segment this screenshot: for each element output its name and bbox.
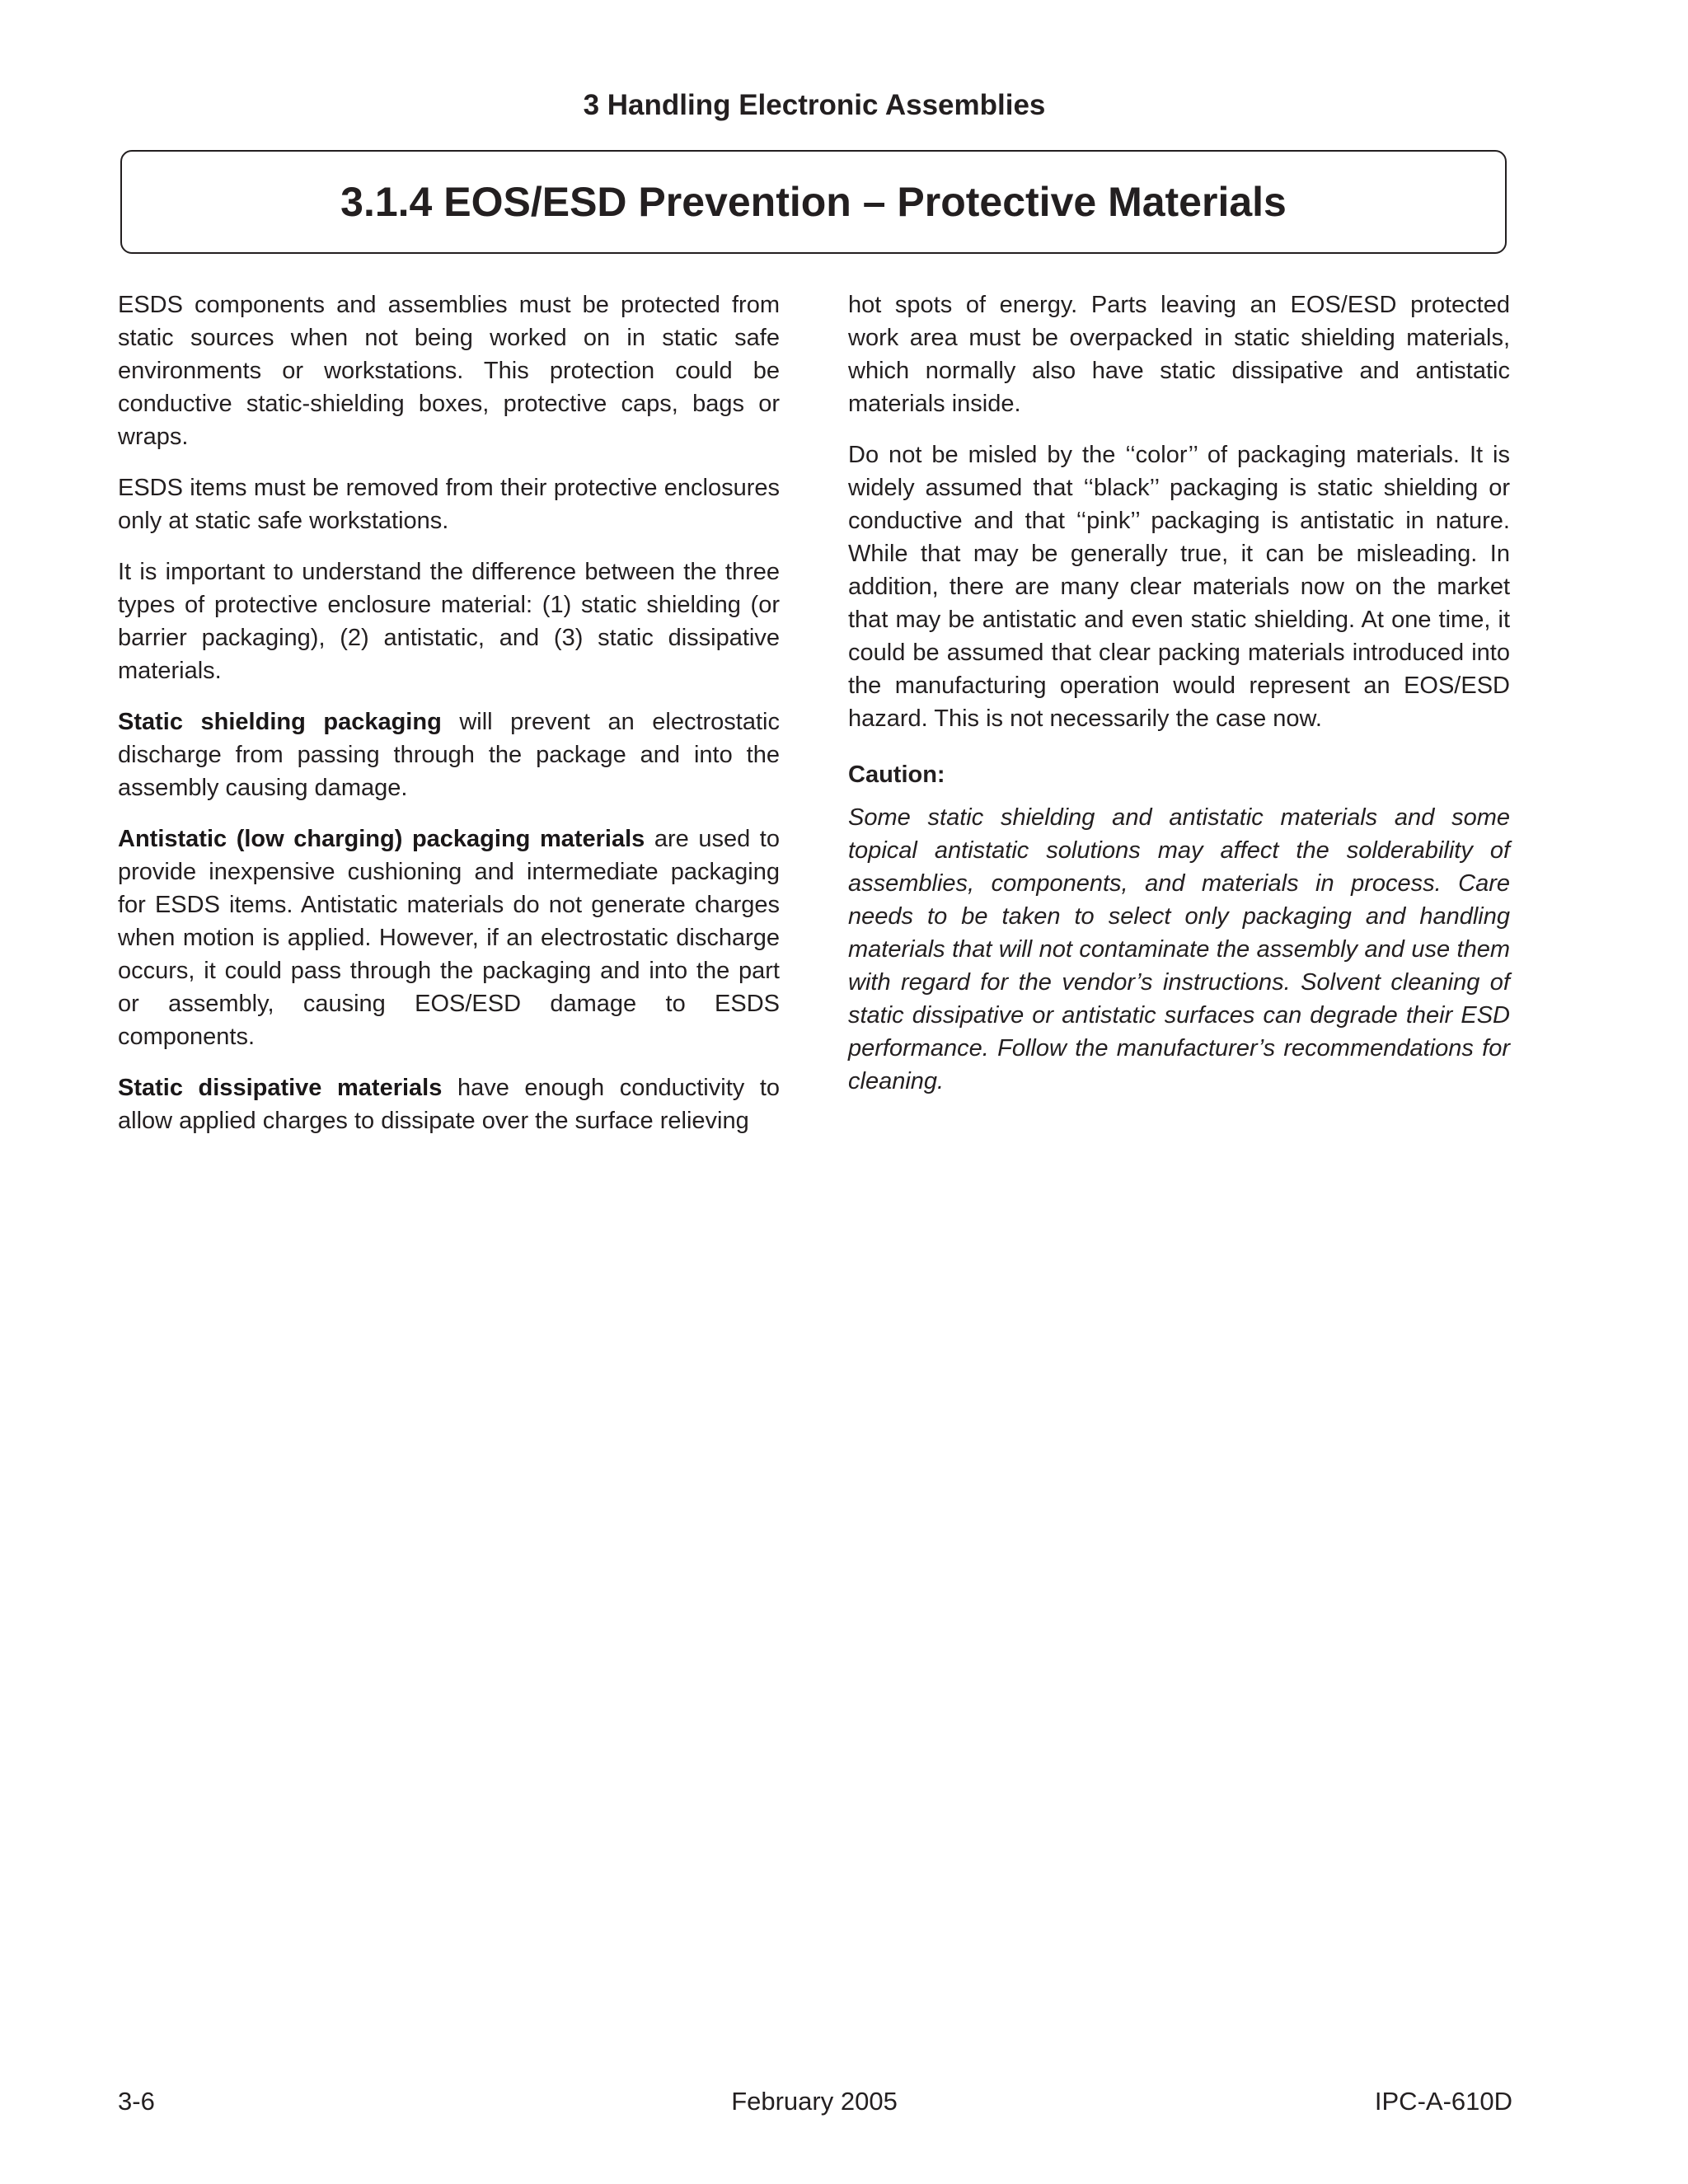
paragraph-static-dissipative <box>118 1071 780 1137</box>
paragraph-color-misconception: Do not be misled by the ‘‘color’’ of packaging materials. It is widely assumed that ‘‘black’’ packaging is static shielding or conductive and that ‘‘pink’’ packaging is antistatic in nature. While that may be generally true, it can be misleading. In addition, there are many clear materials now on the market that may be antistatic and even static shielding. At one time, it could be assumed that clear packing materials introduced into the manufacturing operation would represent an EOS/ESD hazard. This is not necessarily the case now. <box>848 442 1510 732</box>
right-column <box>848 288 1510 1116</box>
section-title-box <box>120 150 1507 254</box>
term-static-dissipative: Static dissipative materials <box>118 1075 443 1101</box>
paragraph-overpacking: hot spots of energy. Parts leaving an EOS/ESD protected work area must be overpacked in static shielding materials, which normally also have static dissipative and antistatic materials inside. <box>848 292 1510 417</box>
caution-heading: Caution: <box>848 762 945 788</box>
paragraph-static-shielding <box>118 705 780 804</box>
paragraph-antistatic <box>118 823 780 1053</box>
definition-static-dissipative: have enough conductivity to allow applied charges to dissipate over the surface relieving <box>118 1075 781 1134</box>
caution-text: Some static shielding and antistatic materials and some topical antistatic solutions may affect the solderability of assemblies, components, and materials in process. Care needs to be taken to select only packaging and handling materials that will not contaminate the assembly and use them with regard for the vendor’s instructions. Solvent cleaning of static dissipative or antistatic surfaces can degrade their ESD performance. Follow the manufacturer’s recommendations for cleaning. <box>848 804 1510 1094</box>
paragraph-removal: ESDS items must be removed from their protective enclosures only at static safe workstations. <box>118 475 780 534</box>
definition-antistatic: are used to provide inexpensive cushioning and intermediate packaging for ESDS items. Antistatic materials do not generate charges when motion is applied. However, if an electrostatic discharge occurs, it could pass through the packaging and into the part or assembly, causing EOS/ESD damage to ESDS components. <box>118 826 780 1050</box>
paragraph-protection: ESDS components and assemblies must be protected from static sources when not being worked on in static safe environments or workstations. This protection could be conductive static-shielding boxes, protective caps, bags or wraps. <box>118 292 780 450</box>
section-title: 3.1.4 EOS/ESD Prevention – Protective Materials <box>340 179 1287 225</box>
definition-static-shielding: will prevent an electrostatic discharge from passing through the package and into the assembly causing damage. <box>118 709 780 801</box>
left-column <box>118 288 780 1155</box>
running-header: 3 Handling Electronic Assemblies <box>583 89 1046 121</box>
paragraph-material-types: It is important to understand the difference between the three types of protective enclosure material: (1) static shielding (or barrier packaging), (2) antistatic, and (3) static dissipative materials. <box>118 559 780 684</box>
term-antistatic: Antistatic (low charging) packaging materials <box>118 826 645 852</box>
term-static-shielding: Static shielding packaging <box>118 709 442 735</box>
footer-document-id: IPC-A-610D <box>1374 2087 1512 2116</box>
footer-page-number: 3-6 <box>118 2087 155 2116</box>
footer-date: February 2005 <box>731 2087 898 2116</box>
